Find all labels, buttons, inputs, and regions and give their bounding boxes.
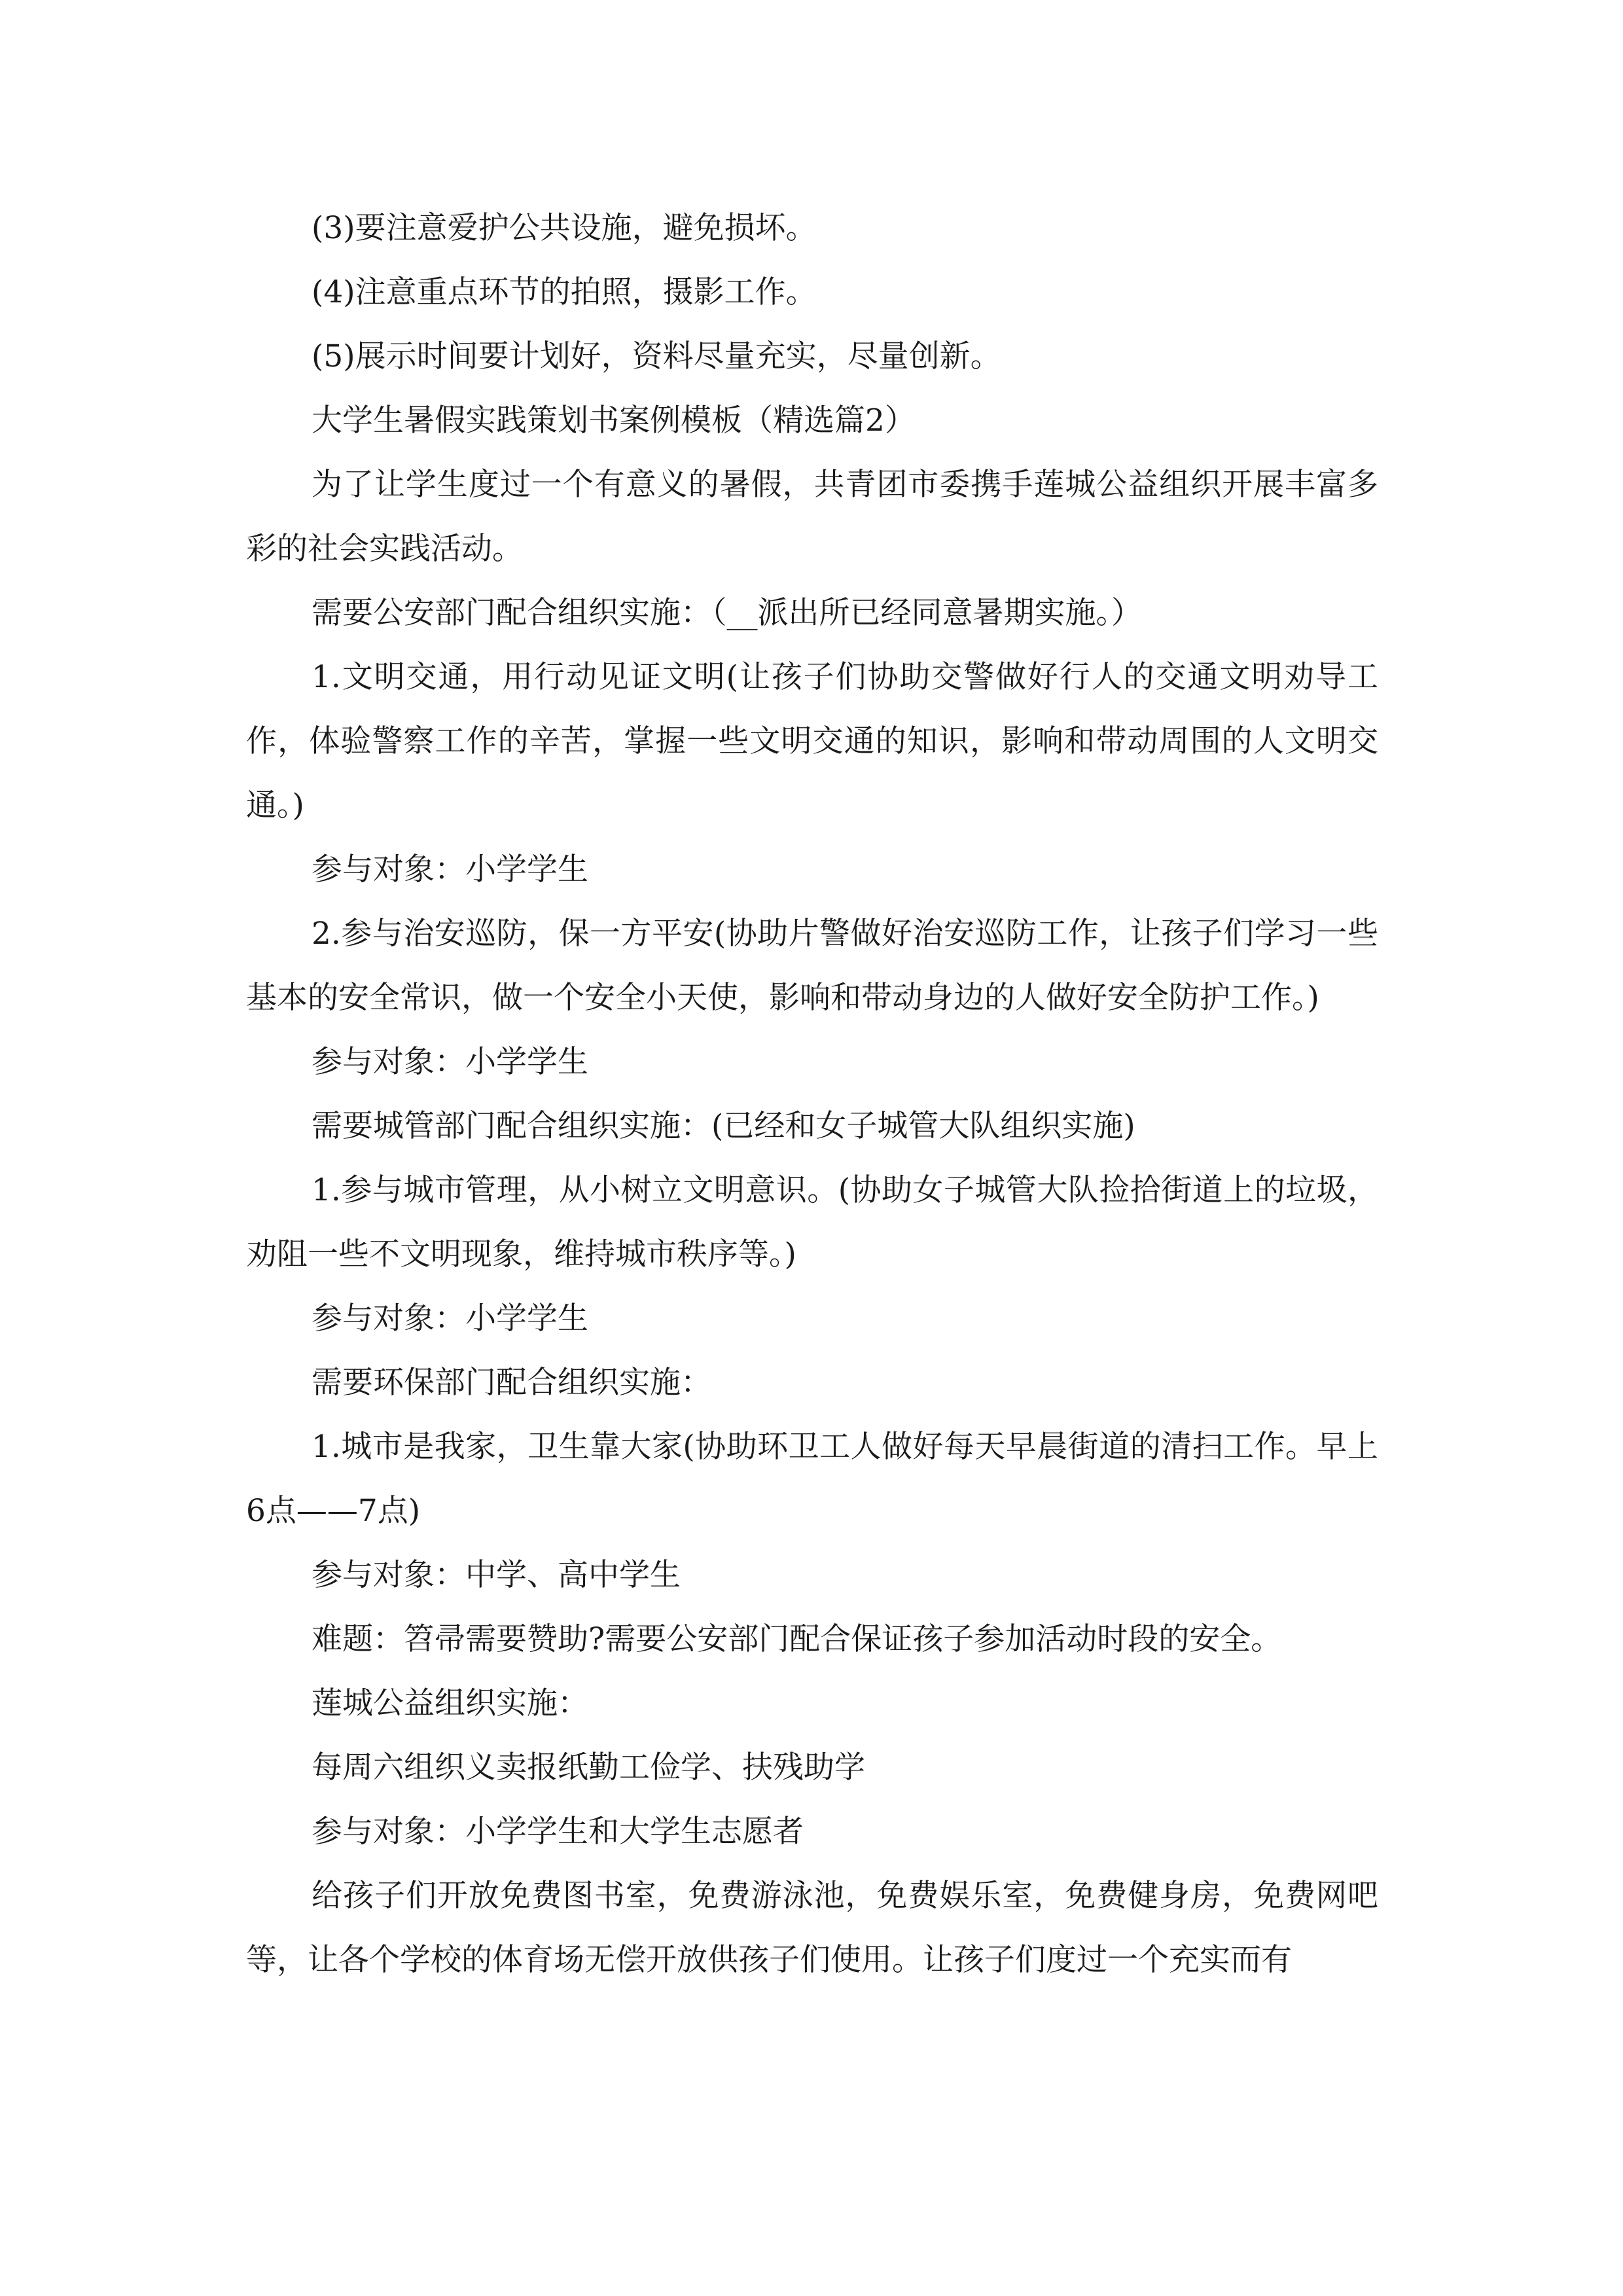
paragraph: 为了让学生度过一个有意义的暑假，共青团市委携手莲城公益组织开展丰富多彩的社会实践活动。 xyxy=(246,467,1378,567)
paragraph: 1.参与城市管理，从小树立文明意识。(协助女子城管大队捡拾街道上的垃圾，劝阻一些不文明现象，维持城市秩序等。) xyxy=(246,1172,1378,1272)
paragraph: 难题：笤帚需要赞助?需要公安部门配合保证孩子参加活动时段的安全。 xyxy=(312,1621,1282,1657)
section-heading: 大学生暑假实践策划书案例模板（精选篇2） xyxy=(312,403,916,439)
paragraph: (5)展示时间要计划好，资料尽量充实，尽量创新。 xyxy=(312,338,1001,374)
paragraph: 莲城公益组织实施： xyxy=(312,1685,588,1721)
paragraph: 需要环保部门配合组织实施： xyxy=(312,1365,711,1401)
paragraph: 参与对象：中学、高中学生 xyxy=(312,1557,681,1593)
paragraph: 2.参与治安巡防，保一方平安(协助片警做好治安巡防工作，让孩子们学习一些基本的安全常识，做一个安全小天使，影响和带动身边的人做好安全防护工作。) xyxy=(246,916,1378,1016)
paragraph: 参与对象：小学学生 xyxy=(312,1300,588,1336)
paragraph: 需要城管部门配合组织实施：(已经和女子城管大队组织实施) xyxy=(312,1108,1135,1144)
paragraph: 需要公安部门配合组织实施：（__派出所已经同意暑期实施。） xyxy=(312,595,1142,631)
paragraph: 参与对象：小学学生 xyxy=(312,1044,588,1080)
paragraph: 给孩子们开放免费图书室，免费游泳池，免费娱乐室，免费健身房，免费网吧等，让各个学校的体育场无偿开放供孩子们使用。让孩子们度过一个充实而有 xyxy=(246,1878,1378,1978)
paragraph: 1.文明交通，用行动见证文明(让孩子们协助交警做好行人的交通文明劝导工作，体验警察工作的辛苦，掌握一些文明交通的知识，影响和带动周围的人文明交通。) xyxy=(246,659,1378,823)
paragraph: 参与对象：小学学生和大学生志愿者 xyxy=(312,1814,804,1850)
paragraph: 参与对象：小学学生 xyxy=(312,852,588,888)
paragraph: 1.城市是我家，卫生靠大家(协助环卫工人做好每天早晨街道的清扫工作。早上6点——7点) xyxy=(246,1429,1378,1529)
paragraph: (3)要注意爱护公共设施，避免损坏。 xyxy=(312,210,817,246)
paragraph: 每周六组织义卖报纸勤工俭学、扶残助学 xyxy=(312,1749,865,1785)
document-body xyxy=(246,196,1378,1992)
paragraph: (4)注意重点环节的拍照，摄影工作。 xyxy=(312,274,817,310)
